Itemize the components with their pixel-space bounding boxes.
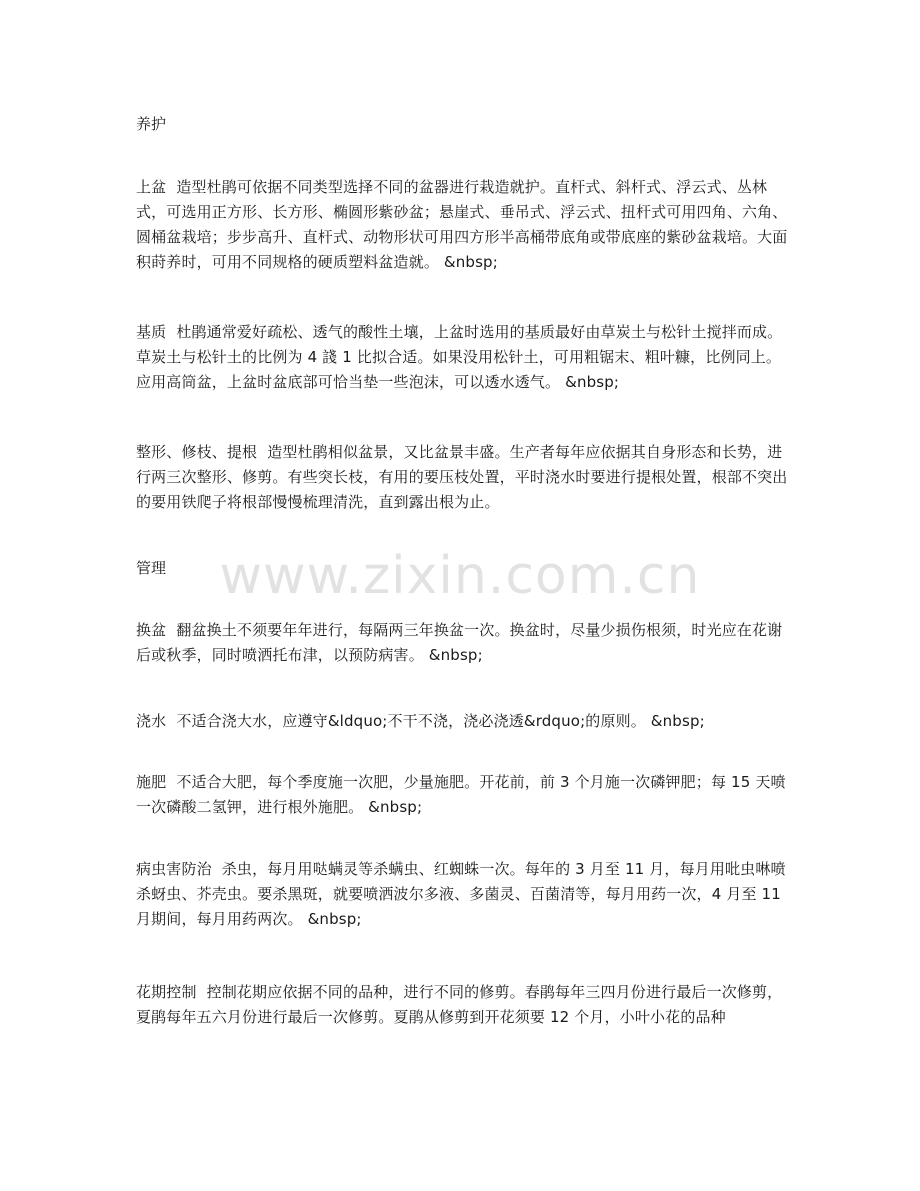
paragraph-text: 控制花期应依据不同的品种，进行不同的修剪。春鹃每年三四月份进行最后一次修剪，夏鹃每年五六月份进行最后一次修剪。夏鹃从修剪到开花须要 12 个月，小叶小花的品种 [136, 983, 783, 1026]
paragraph-flowering-control [136, 980, 796, 1030]
paragraph-lead: 花期控制 [136, 983, 197, 1001]
paragraph-lead: 基质 [136, 323, 167, 341]
paragraph-shaping [136, 440, 796, 515]
paragraph-text: 翻盆换土不须要年年进行，每隔两三年换盆一次。换盆时，尽量少损伤根须，时光应在花谢后或秋季，同时喷洒托布津，以预防病害。 &nbsp; [136, 621, 783, 664]
paragraph-lead: 整形、修枝、提根 [136, 443, 258, 461]
section-heading-management: 管理 [136, 559, 167, 577]
paragraph-pest-control [136, 857, 796, 932]
section-heading-care: 养护 [136, 115, 167, 133]
paragraph-text: 不适合大肥，每个季度施一次肥，少量施肥。开花前，前 3 个月施一次磷钾肥；每 15 天喷一次磷酸二氢钾，进行根外施肥。 &nbsp; [136, 773, 786, 816]
paragraph-text: 不适合浇大水，应遵守&ldquo;不干不浇，浇必浇透&rdquo;的原则。 &nbsp; [176, 712, 705, 730]
paragraph-text: 杀虫，每月用哒螨灵等杀螨虫、红蜘蛛一次。每年的 3 月至 11 月，每月用吡虫啉喷杀蚜虫、芥壳虫。要杀黑斑，就要喷洒波尔多液、多菌灵、百菌清等，每月用药一次，4 月至 11 月期间，每月用药两次。 &nbsp; [136, 860, 786, 928]
paragraph-text: 造型杜鹃可依据不同类型选择不同的盆器进行栽造就护。直杆式、斜杆式、浮云式、丛林式，可选用正方形、长方形、椭圆形紫砂盆；悬崖式、垂吊式、浮云式、扭杆式可用四角、六角、圆桶盆栽培；步步高升、直杆式、动物形状可用四方形半高桶带底角或带底座的紫砂盆栽培。大面积莳养时，可用不同规格的硬质塑料盆造就。 &nbsp; [136, 178, 788, 271]
paragraph-watering [136, 709, 796, 734]
paragraph-text: 杜鹃通常爱好疏松、透气的酸性土壤，上盆时选用的基质最好由草炭土与松针土搅拌而成。草炭土与松针土的比例为 4 諓 1 比拟合适。如果没用松针土，可用粗锯末、粗叶糠，比例同上。应用高筒盆，上盆时盆底部可恰当垫一些泡沫，可以透水透气。 &nbsp; [136, 323, 783, 391]
paragraph-substrate [136, 320, 796, 395]
paragraph-text: 造型杜鹃相似盆景，又比盆景丰盛。生产者每年应依据其自身形态和长势，进行两三次整形、修剪。有些突长枝，有用的要压枝处置，平时浇水时要进行提根处置，根部不突出的要用铁爬子将根部慢慢梳理清洗，直到露出根为止。 [136, 443, 788, 511]
paragraph-lead: 病虫害防治 [136, 860, 212, 878]
paragraph-lead: 施肥 [136, 773, 167, 791]
paragraph-repotting [136, 618, 796, 668]
paragraph-potting [136, 175, 796, 275]
paragraph-lead: 浇水 [136, 712, 167, 730]
watermark: www.zixin.com.cn [219, 546, 701, 606]
paragraph-lead: 上盆 [136, 178, 167, 196]
paragraph-fertilizing [136, 770, 796, 820]
paragraph-lead: 换盆 [136, 621, 167, 639]
